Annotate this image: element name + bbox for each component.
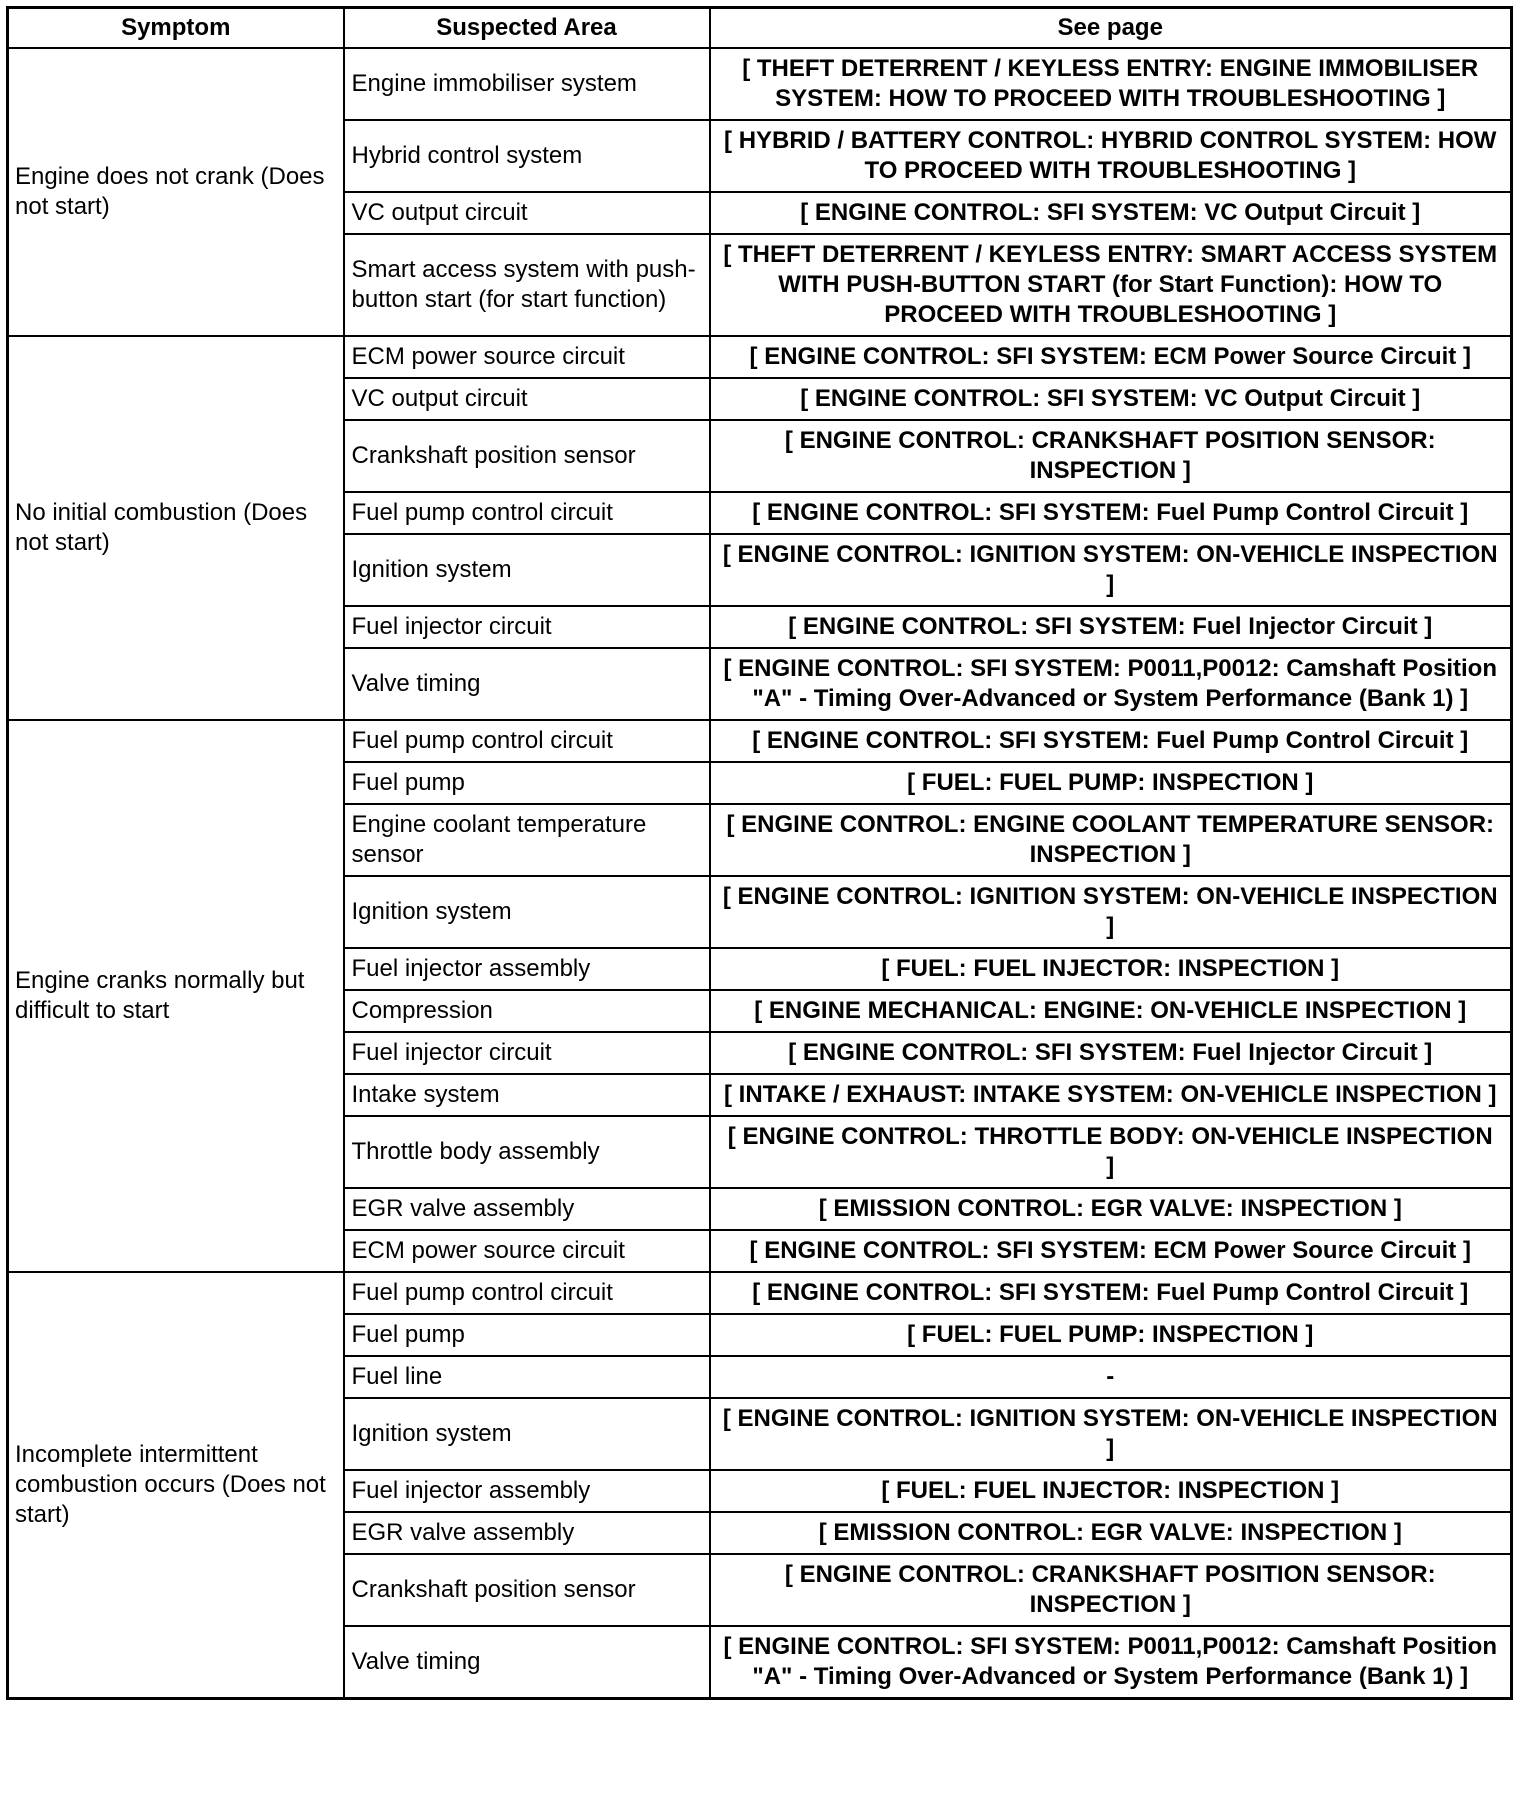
symptom-cell: Engine does not crank (Does not start) — [8, 48, 344, 336]
suspected-area-cell: Engine immobiliser system — [344, 48, 710, 120]
suspected-area-cell: ECM power source circuit — [344, 336, 710, 378]
troubleshooting-table — [6, 6, 1513, 1700]
see-page-cell: [ HYBRID / BATTERY CONTROL: HYBRID CONTROL SYSTEM: HOW TO PROCEED WITH TROUBLESHOOTING ] — [710, 120, 1512, 192]
suspected-area-cell: Fuel pump — [344, 762, 710, 804]
see-page-cell: [ FUEL: FUEL PUMP: INSPECTION ] — [710, 1314, 1512, 1356]
suspected-area-cell: Valve timing — [344, 648, 710, 720]
table-row — [8, 48, 1512, 120]
suspected-area-cell: Valve timing — [344, 1626, 710, 1699]
suspected-area-cell: Hybrid control system — [344, 120, 710, 192]
see-page-cell: [ ENGINE CONTROL: SFI SYSTEM: Fuel Pump Control Circuit ] — [710, 720, 1512, 762]
see-page-cell: [ ENGINE CONTROL: IGNITION SYSTEM: ON-VEHICLE INSPECTION ] — [710, 534, 1512, 606]
table-header — [8, 8, 1512, 49]
see-page-cell: [ ENGINE CONTROL: SFI SYSTEM: ECM Power Source Circuit ] — [710, 1230, 1512, 1272]
see-page-cell: [ ENGINE CONTROL: ENGINE COOLANT TEMPERATURE SENSOR: INSPECTION ] — [710, 804, 1512, 876]
see-page-cell: [ THEFT DETERRENT / KEYLESS ENTRY: ENGINE IMMOBILISER SYSTEM: HOW TO PROCEED WITH TROUBLESHOOTING ] — [710, 48, 1512, 120]
suspected-area-cell: Fuel pump control circuit — [344, 720, 710, 762]
suspected-area-cell: Ignition system — [344, 1398, 710, 1470]
suspected-area-cell: Throttle body assembly — [344, 1116, 710, 1188]
see-page-cell: [ FUEL: FUEL PUMP: INSPECTION ] — [710, 762, 1512, 804]
see-page-cell: [ INTAKE / EXHAUST: INTAKE SYSTEM: ON-VEHICLE INSPECTION ] — [710, 1074, 1512, 1116]
suspected-area-cell: Crankshaft position sensor — [344, 420, 710, 492]
symptom-cell: Engine cranks normally but difficult to start — [8, 720, 344, 1272]
see-page-cell: [ ENGINE CONTROL: CRANKSHAFT POSITION SENSOR: INSPECTION ] — [710, 1554, 1512, 1626]
suspected-area-cell: ECM power source circuit — [344, 1230, 710, 1272]
suspected-area-cell: Compression — [344, 990, 710, 1032]
see-page-cell: [ ENGINE CONTROL: THROTTLE BODY: ON-VEHICLE INSPECTION ] — [710, 1116, 1512, 1188]
see-page-cell: [ ENGINE CONTROL: SFI SYSTEM: ECM Power Source Circuit ] — [710, 336, 1512, 378]
suspected-area-cell: Fuel injector assembly — [344, 1470, 710, 1512]
see-page-cell: [ ENGINE CONTROL: SFI SYSTEM: VC Output Circuit ] — [710, 192, 1512, 234]
suspected-area-cell: Ignition system — [344, 534, 710, 606]
suspected-area-cell: Engine coolant temperature sensor — [344, 804, 710, 876]
suspected-area-cell: Fuel injector circuit — [344, 1032, 710, 1074]
see-page-cell: - — [710, 1356, 1512, 1398]
symptom-cell: No initial combustion (Does not start) — [8, 336, 344, 720]
table-row — [8, 1272, 1512, 1314]
see-page-cell: [ ENGINE CONTROL: SFI SYSTEM: P0011,P0012: Camshaft Position "A" - Timing Over-Advanced or System Performance (Bank 1) ] — [710, 1626, 1512, 1699]
suspected-area-cell: Fuel injector circuit — [344, 606, 710, 648]
see-page-cell: [ ENGINE CONTROL: SFI SYSTEM: Fuel Pump Control Circuit ] — [710, 492, 1512, 534]
suspected-area-cell: EGR valve assembly — [344, 1188, 710, 1230]
suspected-area-cell: Fuel injector assembly — [344, 948, 710, 990]
see-page-cell: [ ENGINE CONTROL: CRANKSHAFT POSITION SENSOR: INSPECTION ] — [710, 420, 1512, 492]
suspected-area-cell: Smart access system with push-button start (for start function) — [344, 234, 710, 336]
see-page-cell: [ ENGINE CONTROL: SFI SYSTEM: Fuel Injector Circuit ] — [710, 1032, 1512, 1074]
see-page-cell: [ ENGINE CONTROL: IGNITION SYSTEM: ON-VEHICLE INSPECTION ] — [710, 876, 1512, 948]
see-page-cell: [ FUEL: FUEL INJECTOR: INSPECTION ] — [710, 948, 1512, 990]
table-body — [8, 48, 1512, 1699]
table-row — [8, 336, 1512, 378]
table-row — [8, 720, 1512, 762]
see-page-cell: [ ENGINE CONTROL: SFI SYSTEM: VC Output Circuit ] — [710, 378, 1512, 420]
suspected-area-cell: VC output circuit — [344, 378, 710, 420]
see-page-cell: [ ENGINE CONTROL: SFI SYSTEM: Fuel Pump Control Circuit ] — [710, 1272, 1512, 1314]
header-suspected-area: Suspected Area — [344, 8, 710, 49]
see-page-cell: [ ENGINE CONTROL: SFI SYSTEM: Fuel Injector Circuit ] — [710, 606, 1512, 648]
see-page-cell: [ EMISSION CONTROL: EGR VALVE: INSPECTION ] — [710, 1512, 1512, 1554]
see-page-cell: [ ENGINE MECHANICAL: ENGINE: ON-VEHICLE INSPECTION ] — [710, 990, 1512, 1032]
suspected-area-cell: Crankshaft position sensor — [344, 1554, 710, 1626]
header-see-page: See page — [710, 8, 1512, 49]
header-row — [8, 8, 1512, 49]
see-page-cell: [ EMISSION CONTROL: EGR VALVE: INSPECTION ] — [710, 1188, 1512, 1230]
see-page-cell: [ FUEL: FUEL INJECTOR: INSPECTION ] — [710, 1470, 1512, 1512]
suspected-area-cell: Ignition system — [344, 876, 710, 948]
suspected-area-cell: Fuel line — [344, 1356, 710, 1398]
symptom-cell: Incomplete intermittent combustion occurs (Does not start) — [8, 1272, 344, 1699]
suspected-area-cell: Fuel pump control circuit — [344, 1272, 710, 1314]
suspected-area-cell: VC output circuit — [344, 192, 710, 234]
suspected-area-cell: EGR valve assembly — [344, 1512, 710, 1554]
see-page-cell: [ ENGINE CONTROL: IGNITION SYSTEM: ON-VEHICLE INSPECTION ] — [710, 1398, 1512, 1470]
see-page-cell: [ THEFT DETERRENT / KEYLESS ENTRY: SMART ACCESS SYSTEM WITH PUSH-BUTTON START (for Start Function): HOW TO PROCEED WITH TROUBLESHOOTING ] — [710, 234, 1512, 336]
header-symptom: Symptom — [8, 8, 344, 49]
suspected-area-cell: Fuel pump — [344, 1314, 710, 1356]
suspected-area-cell: Fuel pump control circuit — [344, 492, 710, 534]
see-page-cell: [ ENGINE CONTROL: SFI SYSTEM: P0011,P0012: Camshaft Position "A" - Timing Over-Advanced or System Performance (Bank 1) ] — [710, 648, 1512, 720]
suspected-area-cell: Intake system — [344, 1074, 710, 1116]
